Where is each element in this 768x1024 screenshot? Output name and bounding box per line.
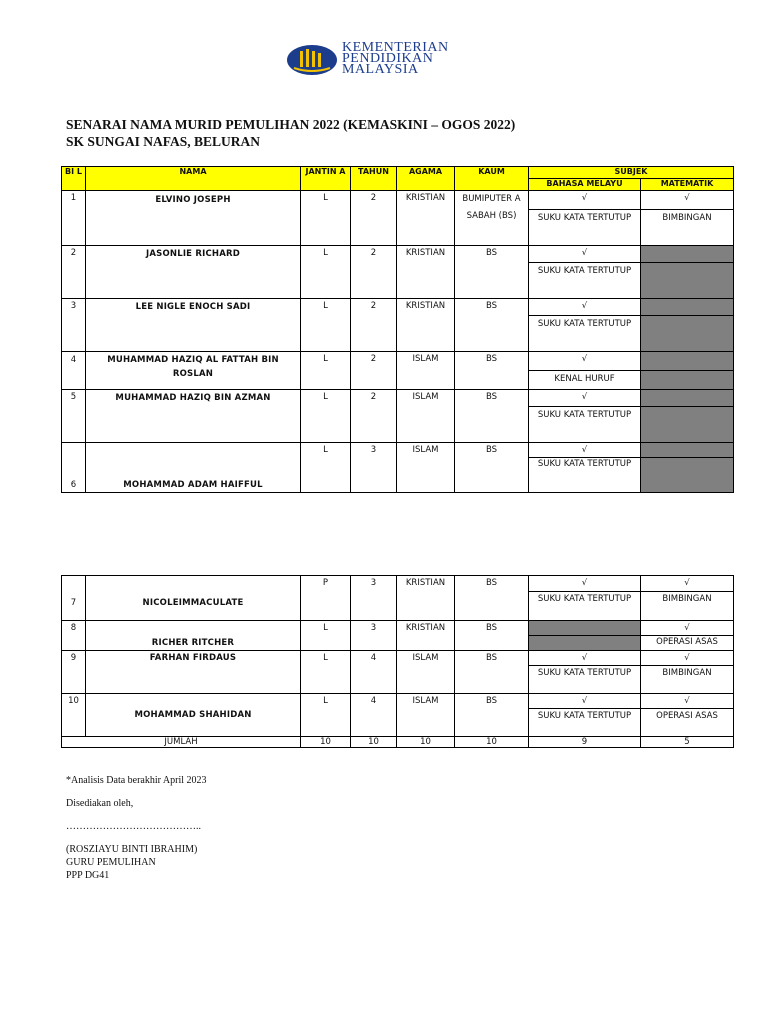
total-kaum: 10 bbox=[455, 737, 529, 748]
cell-nama: MOHAMMAD ADAM HAIFFUL bbox=[86, 443, 301, 493]
cell-nama: FARHAN FIRDAUS bbox=[86, 651, 301, 694]
ministry-emblem-icon bbox=[286, 44, 338, 76]
header-nama: NAMA bbox=[86, 167, 301, 191]
cell-agama: KRISTIAN bbox=[397, 246, 455, 299]
table-row bbox=[62, 651, 734, 666]
cell-bm-level: KENAL HURUF bbox=[529, 371, 641, 390]
cell-nama: MUHAMMAD HAZIQ BIN AZMAN bbox=[86, 390, 301, 443]
cell-bil: 7 bbox=[62, 576, 86, 621]
cell-agama: ISLAM bbox=[397, 443, 455, 493]
header-matematik: MATEMATIK bbox=[641, 179, 734, 191]
header-subjek: SUBJEK bbox=[529, 167, 734, 179]
cell-kaum: BS bbox=[455, 352, 529, 390]
title-line-1: SENARAI NAMA MURID PEMULIHAN 2022 (KEMASKINI – OGOS 2022) bbox=[66, 117, 516, 132]
cell-jantina: L bbox=[301, 390, 351, 443]
cell-bil: 10 bbox=[62, 694, 86, 737]
cell-bm-level: SUKU KATA TERTUTUP bbox=[529, 210, 641, 246]
cell-jantina: L bbox=[301, 246, 351, 299]
total-jantina: 10 bbox=[301, 737, 351, 748]
cell-bm-tick: √ bbox=[529, 651, 641, 666]
cell-mt-empty bbox=[641, 407, 734, 443]
cell-agama: KRISTIAN bbox=[397, 191, 455, 246]
header-jantina: JANTIN A bbox=[301, 167, 351, 191]
analysis-note: *Analisis Data berakhir April 2023 bbox=[66, 775, 207, 786]
signatory-grade: PPP DG41 bbox=[66, 870, 110, 881]
total-bm: 9 bbox=[529, 737, 641, 748]
cell-bm-level: SUKU KATA TERTUTUP bbox=[529, 263, 641, 299]
student-table-continued bbox=[61, 575, 734, 748]
prepared-by: Disediakan oleh, bbox=[66, 798, 134, 809]
table-row bbox=[62, 246, 734, 263]
cell-mt-empty bbox=[641, 371, 734, 390]
total-mt: 5 bbox=[641, 737, 734, 748]
cell-mt-empty bbox=[641, 352, 734, 371]
signature-line: ………………………………….. bbox=[66, 821, 201, 832]
cell-bm-tick: √ bbox=[529, 576, 641, 592]
cell-bm-level: SUKU KATA TERTUTUP bbox=[529, 458, 641, 493]
cell-jantina: L bbox=[301, 443, 351, 493]
cell-tahun: 2 bbox=[351, 246, 397, 299]
cell-bil: 8 bbox=[62, 621, 86, 651]
cell-bm-empty bbox=[529, 636, 641, 651]
cell-kaum: BUMIPUTER A SABAH (BS) bbox=[455, 191, 529, 246]
logo-line-1: KEMENTERIAN bbox=[342, 40, 449, 55]
student-table-main bbox=[61, 166, 734, 493]
total-agama: 10 bbox=[397, 737, 455, 748]
table-row bbox=[62, 443, 734, 458]
title-line-2: SK SUNGAI NAFAS, BELURAN bbox=[66, 134, 261, 149]
cell-bm-tick: √ bbox=[529, 299, 641, 316]
cell-kaum: BS bbox=[455, 246, 529, 299]
table-row bbox=[62, 352, 734, 371]
cell-agama: ISLAM bbox=[397, 390, 455, 443]
cell-bil: 2 bbox=[62, 246, 86, 299]
signatory-name: (ROSZIAYU BINTI IBRAHIM) bbox=[66, 844, 198, 855]
cell-jantina: L bbox=[301, 191, 351, 246]
cell-mt-tick: √ bbox=[641, 191, 734, 210]
table-row bbox=[62, 390, 734, 407]
cell-jantina: P bbox=[301, 576, 351, 621]
table-row bbox=[62, 299, 734, 316]
cell-agama: ISLAM bbox=[397, 694, 455, 737]
cell-mt-empty bbox=[641, 390, 734, 407]
cell-tahun: 3 bbox=[351, 576, 397, 621]
cell-bm-level: SUKU KATA TERTUTUP bbox=[529, 316, 641, 352]
cell-mt-empty bbox=[641, 246, 734, 263]
cell-mt-tick: √ bbox=[641, 576, 734, 592]
cell-nama: MUHAMMAD HAZIQ AL FATTAH BIN ROSLAN bbox=[86, 352, 301, 390]
cell-bm-empty bbox=[529, 621, 641, 636]
cell-mt-level: BIMBINGAN bbox=[641, 592, 734, 621]
cell-mt-tick: √ bbox=[641, 651, 734, 666]
cell-kaum: BS bbox=[455, 390, 529, 443]
document-title bbox=[66, 116, 515, 150]
cell-bil: 1 bbox=[62, 191, 86, 246]
cell-bm-level: SUKU KATA TERTUTUP bbox=[529, 709, 641, 737]
cell-agama: KRISTIAN bbox=[397, 621, 455, 651]
cell-nama: JASONLIE RICHARD bbox=[86, 246, 301, 299]
cell-bm-level: SUKU KATA TERTUTUP bbox=[529, 592, 641, 621]
table-row bbox=[62, 191, 734, 210]
cell-jantina: L bbox=[301, 299, 351, 352]
totals-row bbox=[62, 737, 734, 748]
cell-bm-tick: √ bbox=[529, 191, 641, 210]
cell-agama: KRISTIAN bbox=[397, 299, 455, 352]
logo-line-2: PENDIDIKAN bbox=[342, 51, 434, 66]
cell-bm-level: SUKU KATA TERTUTUP bbox=[529, 407, 641, 443]
cell-nama: ELVINO JOSEPH bbox=[86, 191, 301, 246]
cell-bm-tick: √ bbox=[529, 694, 641, 709]
cell-tahun: 3 bbox=[351, 621, 397, 651]
cell-bm-tick: √ bbox=[529, 443, 641, 458]
table-row bbox=[62, 576, 734, 592]
cell-kaum: BS bbox=[455, 651, 529, 694]
cell-mt-empty bbox=[641, 299, 734, 316]
cell-agama: KRISTIAN bbox=[397, 576, 455, 621]
logo-line-3: MALAYSIA bbox=[342, 62, 419, 77]
header-bil: BI L bbox=[62, 167, 86, 191]
signature-block bbox=[66, 774, 207, 882]
cell-tahun: 4 bbox=[351, 651, 397, 694]
cell-mt-empty bbox=[641, 263, 734, 299]
cell-jantina: L bbox=[301, 352, 351, 390]
cell-nama: LEE NIGLE ENOCH SADI bbox=[86, 299, 301, 352]
cell-agama: ISLAM bbox=[397, 352, 455, 390]
cell-kaum: BS bbox=[455, 299, 529, 352]
cell-bm-tick: √ bbox=[529, 352, 641, 371]
cell-kaum: BS bbox=[455, 576, 529, 621]
header-bahasa-melayu: BAHASA MELAYU bbox=[529, 179, 641, 191]
cell-tahun: 4 bbox=[351, 694, 397, 737]
cell-nama: RICHER RITCHER bbox=[86, 621, 301, 651]
cell-mt-level: BIMBINGAN bbox=[641, 210, 734, 246]
cell-mt-empty bbox=[641, 458, 734, 493]
cell-tahun: 2 bbox=[351, 390, 397, 443]
cell-nama: NICOLEIMMACULATE bbox=[86, 576, 301, 621]
cell-mt-level: OPERASI ASAS bbox=[641, 709, 734, 737]
cell-bm-tick: √ bbox=[529, 246, 641, 263]
cell-bil: 9 bbox=[62, 651, 86, 694]
cell-tahun: 3 bbox=[351, 443, 397, 493]
cell-bil: 3 bbox=[62, 299, 86, 352]
cell-bm-level: SUKU KATA TERTUTUP bbox=[529, 666, 641, 694]
header-kaum: KAUM bbox=[455, 167, 529, 191]
cell-kaum: BS bbox=[455, 621, 529, 651]
logo-text bbox=[342, 42, 449, 75]
cell-mt-tick: √ bbox=[641, 694, 734, 709]
cell-jantina: L bbox=[301, 651, 351, 694]
cell-kaum: BS bbox=[455, 694, 529, 737]
header-tahun: TAHUN bbox=[351, 167, 397, 191]
cell-nama: MOHAMMAD SHAHIDAN bbox=[86, 694, 301, 737]
cell-tahun: 2 bbox=[351, 191, 397, 246]
cell-mt-empty bbox=[641, 316, 734, 352]
cell-mt-level: BIMBINGAN bbox=[641, 666, 734, 694]
cell-mt-empty bbox=[641, 443, 734, 458]
total-tahun: 10 bbox=[351, 737, 397, 748]
table-row bbox=[62, 694, 734, 709]
header-agama: AGAMA bbox=[397, 167, 455, 191]
cell-jantina: L bbox=[301, 694, 351, 737]
cell-tahun: 2 bbox=[351, 299, 397, 352]
signatory-role: GURU PEMULIHAN bbox=[66, 857, 156, 868]
cell-bil: 5 bbox=[62, 390, 86, 443]
table-row bbox=[62, 621, 734, 636]
cell-kaum: BS bbox=[455, 443, 529, 493]
cell-jantina: L bbox=[301, 621, 351, 651]
ministry-logo bbox=[286, 40, 496, 80]
cell-agama: ISLAM bbox=[397, 651, 455, 694]
cell-tahun: 2 bbox=[351, 352, 397, 390]
cell-mt-tick: √ bbox=[641, 621, 734, 636]
totals-label: JUMLAH bbox=[62, 737, 301, 748]
cell-bm-tick: √ bbox=[529, 390, 641, 407]
cell-bil: 6 bbox=[62, 443, 86, 493]
cell-bil: 4 bbox=[62, 352, 86, 390]
cell-mt-level: OPERASI ASAS bbox=[641, 636, 734, 651]
